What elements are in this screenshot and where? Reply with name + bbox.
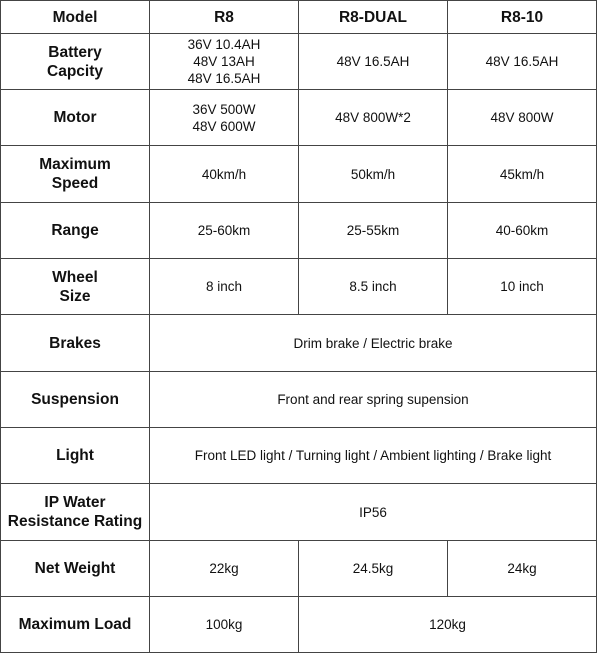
cell-motor-r8-dual: 48V 800W*2 bbox=[299, 90, 448, 146]
header-r8-dual: R8-DUAL bbox=[299, 1, 448, 34]
header-model: Model bbox=[1, 1, 150, 34]
row-motor bbox=[1, 90, 597, 146]
cell-motor-r8-10: 48V 800W bbox=[448, 90, 597, 146]
row-brakes bbox=[1, 315, 597, 372]
row-max-speed bbox=[1, 146, 597, 203]
header-row bbox=[1, 1, 597, 34]
cell-load-r8: 100kg bbox=[150, 597, 299, 653]
cell-range-r8-dual: 25-55km bbox=[299, 203, 448, 259]
cell-speed-r8-10: 45km/h bbox=[448, 146, 597, 203]
row-battery bbox=[1, 34, 597, 90]
row-suspension bbox=[1, 372, 597, 428]
cell-ip-all: IP56 bbox=[150, 484, 597, 541]
label-brakes: Brakes bbox=[1, 315, 150, 372]
cell-battery-r8: 36V 10.4AH 48V 13AH 48V 16.5AH bbox=[150, 34, 299, 90]
cell-wheel-r8: 8 inch bbox=[150, 259, 299, 315]
row-ip-rating bbox=[1, 484, 597, 541]
cell-range-r8: 25-60km bbox=[150, 203, 299, 259]
cell-weight-r8-10: 24kg bbox=[448, 541, 597, 597]
cell-suspension-all: Front and rear spring supension bbox=[150, 372, 597, 428]
cell-light-all: Front LED light / Turning light / Ambient lighting / Brake light bbox=[150, 428, 597, 484]
cell-battery-r8-dual: 48V 16.5AH bbox=[299, 34, 448, 90]
cell-wheel-r8-10: 10 inch bbox=[448, 259, 597, 315]
label-wheel-size: Wheel Size bbox=[1, 259, 150, 315]
cell-motor-r8: 36V 500W 48V 600W bbox=[150, 90, 299, 146]
label-motor: Motor bbox=[1, 90, 150, 146]
row-range bbox=[1, 203, 597, 259]
cell-speed-r8: 40km/h bbox=[150, 146, 299, 203]
cell-load-dual-and-10: 120kg bbox=[299, 597, 597, 653]
row-max-load bbox=[1, 597, 597, 653]
label-light: Light bbox=[1, 428, 150, 484]
row-net-weight bbox=[1, 541, 597, 597]
header-r8: R8 bbox=[150, 1, 299, 34]
cell-range-r8-10: 40-60km bbox=[448, 203, 597, 259]
cell-speed-r8-dual: 50km/h bbox=[299, 146, 448, 203]
cell-weight-r8-dual: 24.5kg bbox=[299, 541, 448, 597]
label-max-load: Maximum Load bbox=[1, 597, 150, 653]
label-ip-rating: IP Water Resistance Rating bbox=[1, 484, 150, 541]
cell-weight-r8: 22kg bbox=[150, 541, 299, 597]
cell-brakes-all: Drim brake / Electric brake bbox=[150, 315, 597, 372]
label-battery-capacity: Battery Capcity bbox=[1, 34, 150, 90]
label-suspension: Suspension bbox=[1, 372, 150, 428]
label-max-speed: Maximum Speed bbox=[1, 146, 150, 203]
row-wheel-size bbox=[1, 259, 597, 315]
cell-battery-r8-10: 48V 16.5AH bbox=[448, 34, 597, 90]
label-net-weight: Net Weight bbox=[1, 541, 150, 597]
row-light bbox=[1, 428, 597, 484]
label-range: Range bbox=[1, 203, 150, 259]
header-r8-10: R8-10 bbox=[448, 1, 597, 34]
cell-wheel-r8-dual: 8.5 inch bbox=[299, 259, 448, 315]
